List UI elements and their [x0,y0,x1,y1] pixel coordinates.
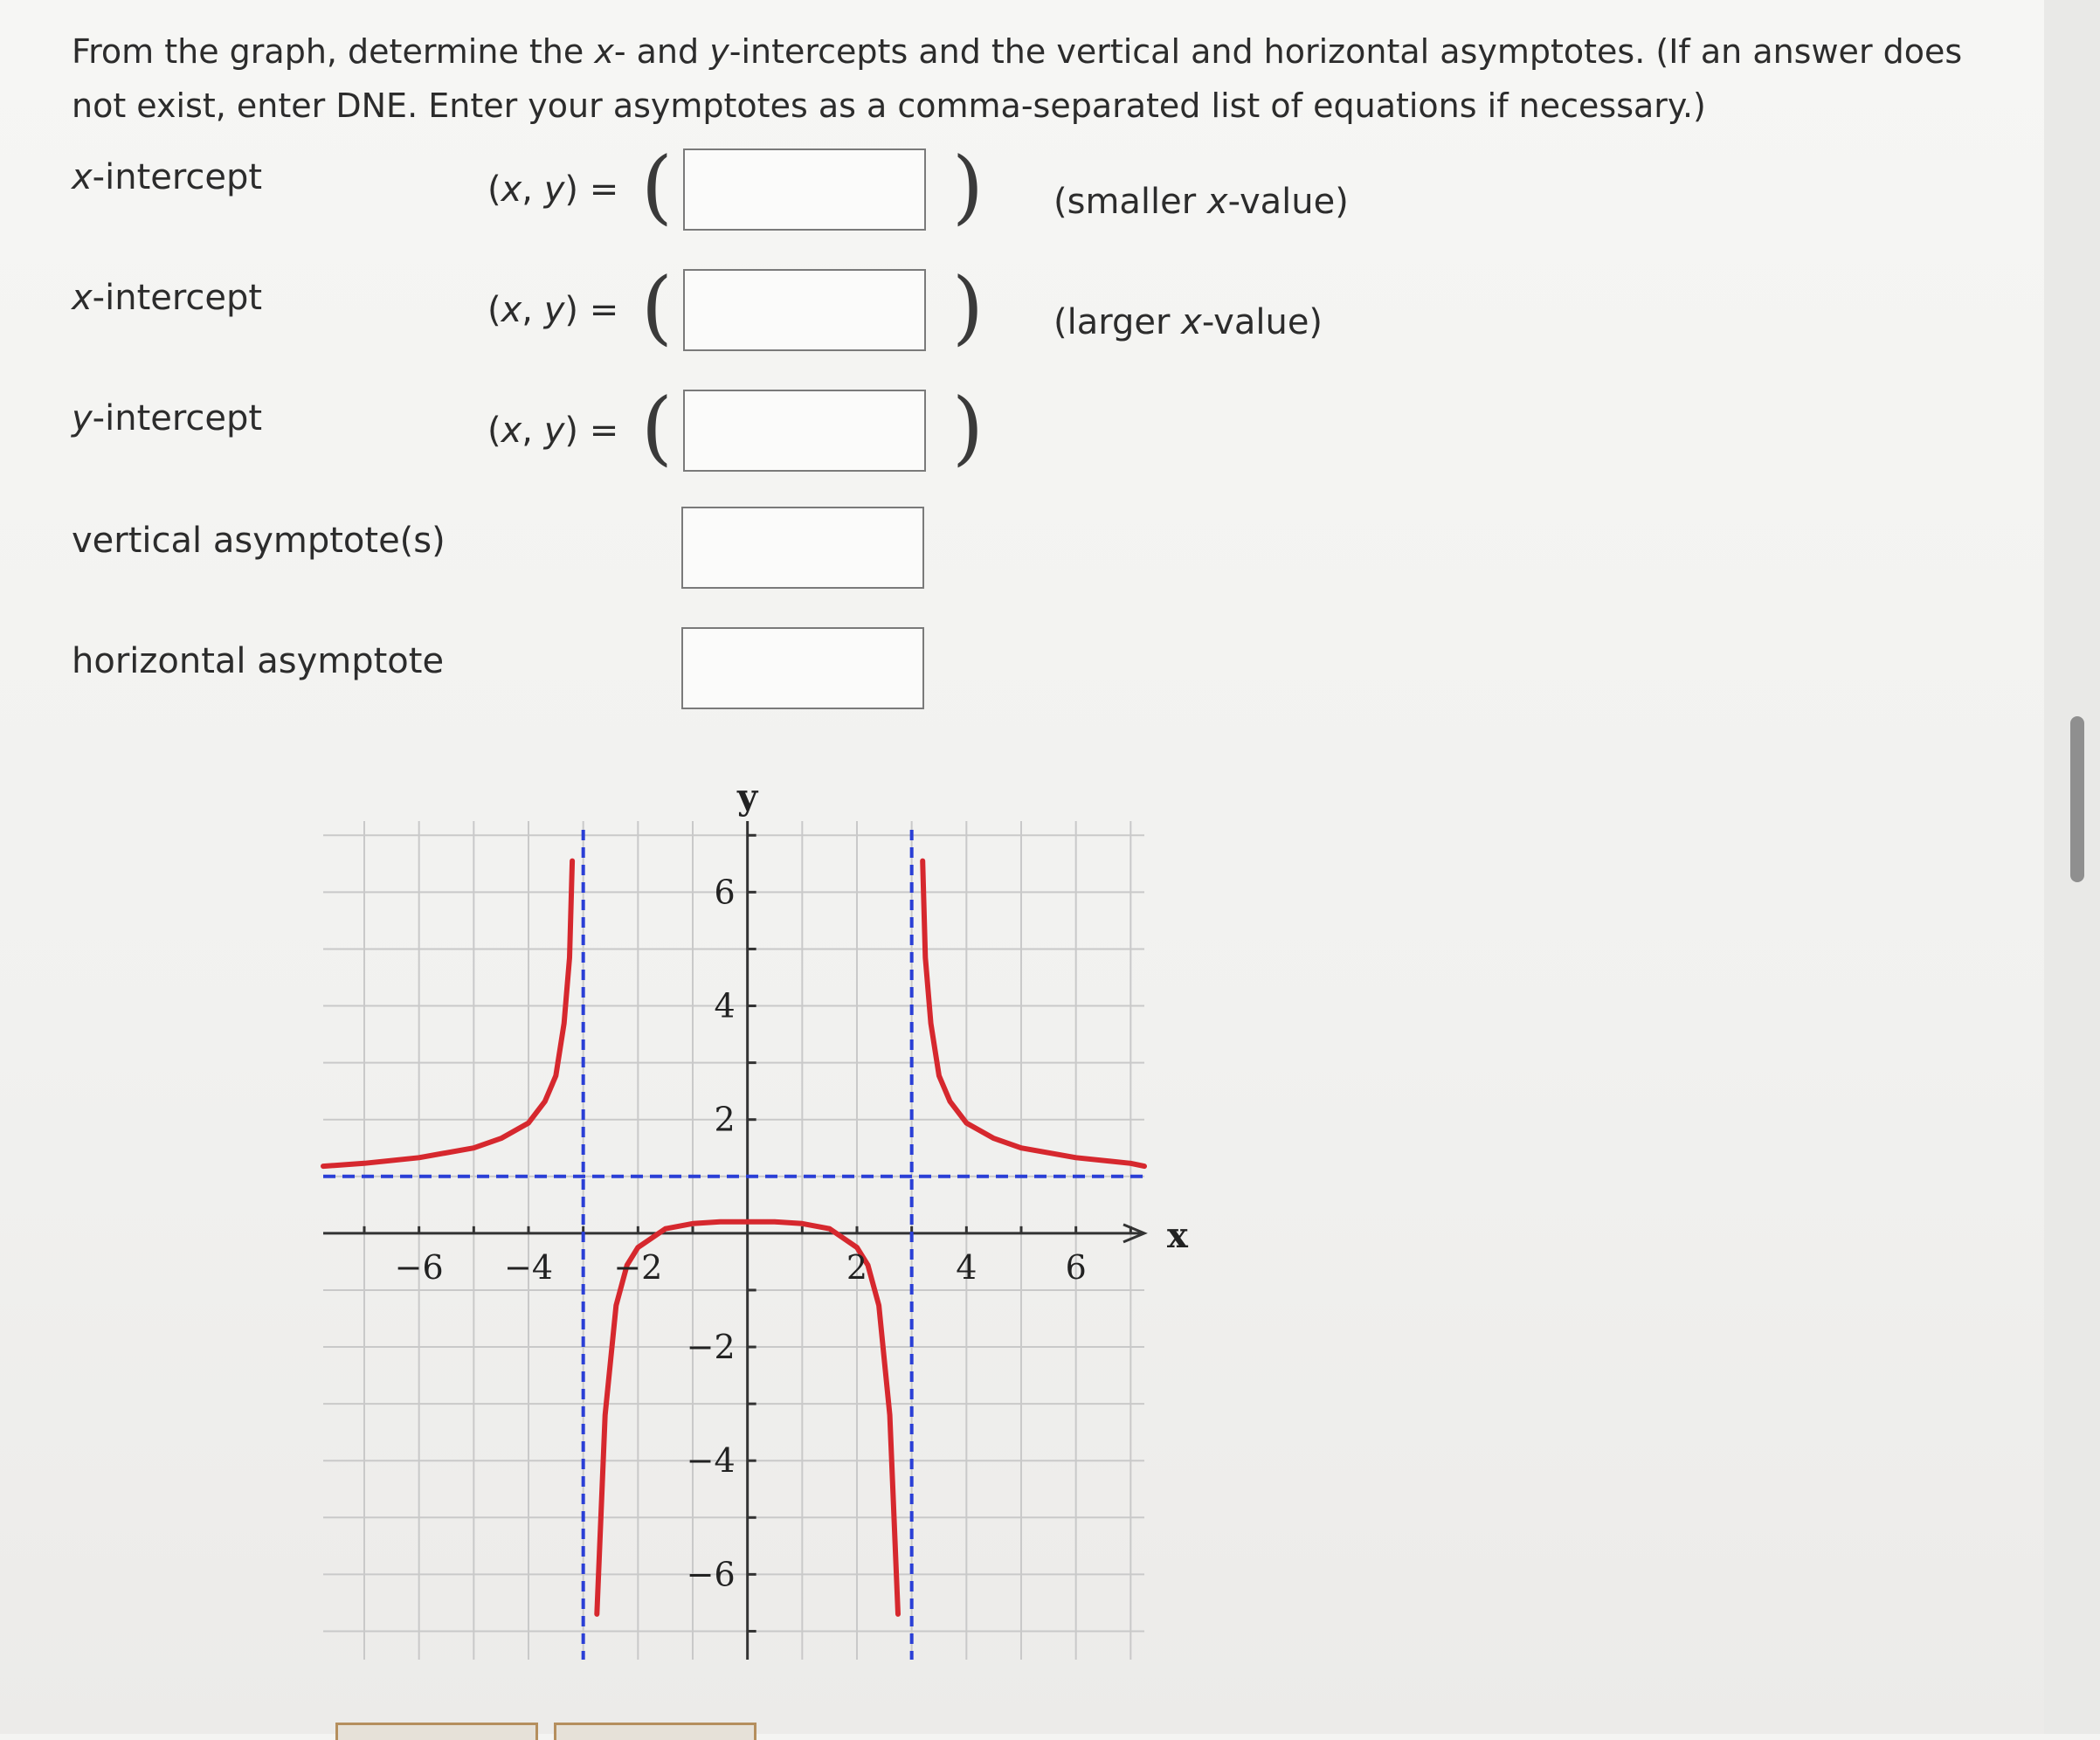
horizontal-asymptote-label: horizontal asymptote [72,641,445,681]
x-tick-label: −2 [613,1247,663,1287]
x-tick-label: 4 [956,1247,977,1287]
left-paren: ( [641,381,673,474]
save-button-edge[interactable] [554,1723,756,1740]
xy-equals-label: (x, y) = [487,169,619,210]
vertical-asymptotes-label: vertical asymptote(s) [72,521,446,561]
x-tick-label: −4 [503,1247,554,1287]
left-paren: ( [641,140,673,233]
xy-equals-label: (x, y) = [487,290,619,330]
larger-x-value-note: (larger x-value) [1053,302,1323,342]
xy-equals-label: (x, y) = [487,411,619,451]
x-intercept-1-label: x-intercept [72,157,263,197]
y-tick-label: −4 [686,1441,736,1481]
right-paren: ) [952,381,984,474]
right-paren: ) [952,260,984,354]
x-tick-label: −6 [394,1247,444,1287]
y-tick-label: 6 [714,873,736,912]
smaller-x-value-note: (smaller x-value) [1053,182,1349,222]
x-axis-label: x [1167,1214,1188,1256]
horizontal-asymptote-input[interactable] [681,627,924,709]
vertical-asymptotes-input[interactable] [681,507,924,589]
y-tick-label: 4 [714,986,736,1025]
function-graph [306,769,1214,1686]
x-intercept-2-label: x-intercept [72,278,263,318]
x-tick-label: 6 [1065,1247,1087,1287]
x-tick-label: 2 [846,1247,868,1287]
right-paren: ) [952,140,984,233]
y-tick-label: −6 [686,1555,736,1594]
submit-button-edge[interactable] [335,1723,538,1740]
x-intercept-smaller-input[interactable] [683,148,926,231]
left-paren: ( [641,260,673,354]
y-intercept-input[interactable] [683,390,926,472]
y-tick-label: −2 [686,1328,736,1367]
scrollbar-thumb[interactable] [2070,716,2084,882]
y-intercept-label: y-intercept [72,398,263,438]
y-axis-label: y [737,777,758,818]
x-intercept-larger-input[interactable] [683,269,926,351]
y-tick-label: 2 [714,1100,736,1139]
question-text: From the graph, determine the x- and y-intercepts and the vertical and horizontal asymptotes. (If an answer does not exist, enter DNE. Enter your asymptotes as a comma-separated list of equations if necessary.) [72,32,1963,125]
